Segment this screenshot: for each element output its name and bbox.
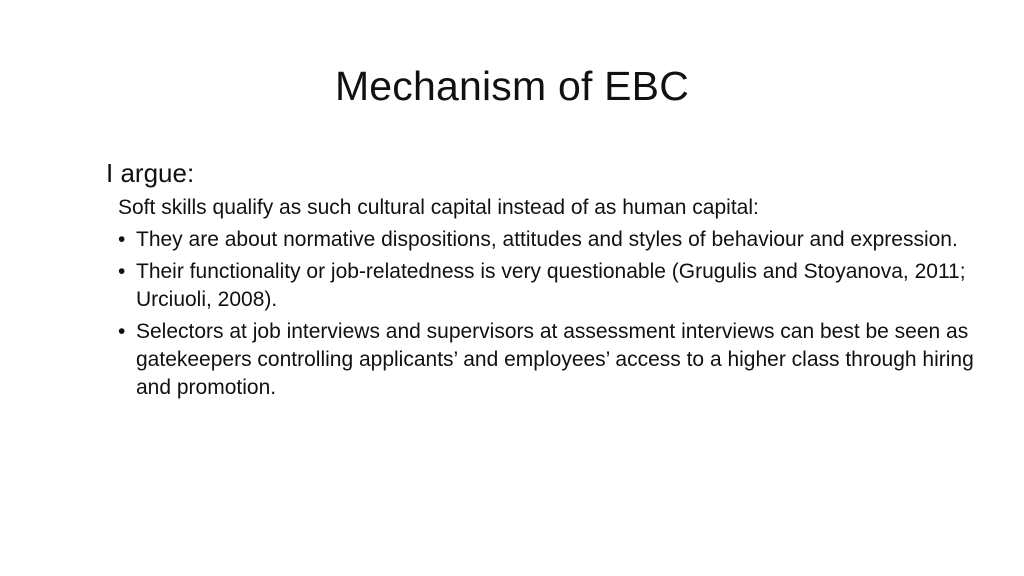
bullet-item	[118, 318, 976, 402]
bullet-text: Their functionality or job-relatedness is very questionable (Grugulis and Stoyanova, 2011; Urciuoli, 2008).	[136, 260, 966, 311]
bullet-text: They are about normative dispositions, attitudes and styles of behaviour and expression.	[136, 228, 958, 251]
slide-title: Mechanism of EBC	[334, 63, 690, 109]
bullet-item	[118, 258, 976, 314]
bullet-icon: •	[118, 228, 126, 251]
bullet-icon: •	[118, 260, 126, 283]
lead-text: I argue:	[106, 158, 195, 188]
bullet-text: Selectors at job interviews and supervisors at assessment interviews can best be seen as gatekeepers controlling applicants’ and employees’ access to a higher class through hiring and promotion.	[136, 320, 974, 399]
bullet-icon: •	[118, 320, 126, 343]
slide-body	[106, 156, 976, 406]
bullet-list	[118, 226, 976, 402]
intro-text: Soft skills qualify as such cultural capital instead of as human capital:	[118, 196, 759, 219]
bullet-item	[118, 226, 976, 254]
